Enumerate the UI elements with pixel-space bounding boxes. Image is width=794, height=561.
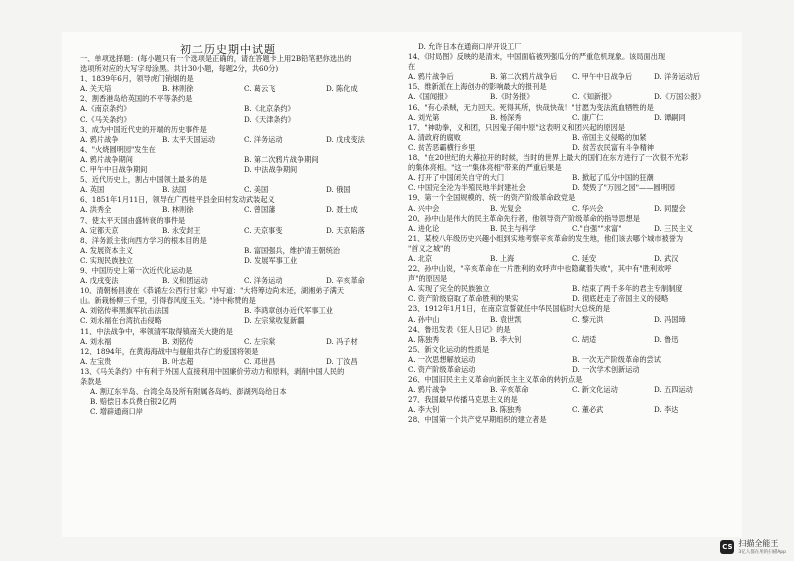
option-choice: A. 鸦片战争 (408, 385, 447, 395)
question-line: 27、我国最早传播马克思主义的是 (408, 395, 518, 405)
option-choice: C. 葛云飞 (244, 84, 276, 94)
option-choice: C. 延安 (572, 253, 597, 263)
option-choice: C. 洋务运动 (244, 134, 283, 144)
option-choice: B. 辛亥革命 (490, 385, 529, 395)
option-choice: A. 实现了完全的民族独立 (408, 284, 490, 294)
option-choice: A. 陈独秀 (408, 334, 440, 344)
option-choice: D. 贫苦农民富有斗争精神 (572, 142, 654, 152)
question-line: 5、近代历史上，割占中国领土最多的是 (80, 175, 207, 185)
watermark-sub: 3亿人都在用的扫描App (738, 550, 786, 555)
option-choice: D. 武汉 (654, 253, 679, 263)
option-choice: A. 鸦片战争 (80, 134, 119, 144)
option-choice: D. 中法战争期间 (244, 165, 298, 175)
option-choice: C. 天京事变 (244, 225, 283, 235)
option-choice: A. 一次思想解放运动 (408, 354, 476, 364)
option-choice: D. 俄国 (326, 185, 351, 195)
option-choice: A. 刘光第 (408, 112, 440, 122)
question-line: 10、清朝杨昌浚在《恭诵左公西行甘棠》中写道："大将筹边尚未还，湖湘弟子满天 (80, 286, 345, 296)
options-row (408, 183, 736, 193)
option-choice: B. 杨深秀 (490, 112, 522, 122)
option-choice: A. 李大钊 (408, 405, 440, 415)
question-line: "首义之城"的 (408, 243, 451, 253)
option-choice: B. 叶志超 (162, 356, 194, 366)
option-choice: A. 定都天京 (80, 225, 119, 235)
option-choice: C. 邓世昌 (244, 356, 276, 366)
option-choice: B. 一次无产阶级革命的尝试 (572, 354, 661, 364)
option-choice: D. 洋务运动后 (654, 72, 701, 82)
option-choice: A. 洪秀全 (80, 205, 112, 215)
question-line: 4、"火烧圆明园"发生在 (80, 144, 156, 154)
option-choice: D.《天津条约》 (244, 114, 295, 124)
option-choice: B. 林则徐 (162, 84, 194, 94)
option-choice: B. 结束了两千多年的君主专制制度 (572, 284, 683, 294)
options-row (408, 224, 736, 234)
option-choice: D. 一次学术创新运动 (572, 365, 640, 374)
options-row (408, 284, 736, 294)
option-choice: A. 打开了中国闭关自守的大门 (408, 173, 505, 183)
option-choice: D. 李达 (654, 405, 679, 415)
options-row (80, 337, 408, 347)
options-row (80, 135, 408, 145)
options-row (80, 276, 408, 286)
question-line: 的集体亮相。"这一"集体亮相"带来的严重后果是 (408, 163, 562, 173)
option-choice: B. 法国 (162, 185, 187, 195)
option-choice: C. 康广仁 (572, 112, 604, 122)
option-choice: C. 甲午中日战争期间 (80, 165, 148, 175)
question-line: 12、1894年，在黄海海战中与舰船共存亡的爱国将领是 (80, 346, 259, 356)
option-choice: C. 实现民族独立 (80, 255, 133, 265)
option-line: C. 增辟通商口岸 (90, 407, 143, 417)
option-choice: D. 冯国璋 (654, 314, 686, 324)
option-choice: B. 袁世凯 (490, 314, 522, 324)
option-choice: D.《万国公报》 (654, 92, 705, 102)
option-choice: B. 富国强兵，维护清王朝统治 (244, 245, 341, 255)
question-line: 19、第一个全国规模的、统一的资产阶级革命政党是 (408, 193, 576, 203)
option-choice: C.《马关条约》 (80, 114, 131, 124)
question-line: 2、割香港岛给英国的不平等条约是 (80, 94, 193, 104)
option-choice: C. 新文化运动 (572, 385, 618, 395)
option-choice: C. 黎元洪 (572, 314, 604, 324)
option-choice: C. 甲午中日战争后 (572, 72, 633, 82)
question-line: 1、1839年6月，领导虎门销烟的是 (80, 74, 194, 84)
option-choice: B. 第二次鸦片战争后 (490, 72, 558, 82)
option-choice: C. 洋务运动 (244, 276, 283, 286)
option-choice: B. 陈独秀 (490, 405, 522, 415)
option-choice: A. 进化论 (408, 223, 440, 233)
option-choice: C. 刘永福在台湾抗击侵略 (80, 316, 162, 326)
options-row (408, 173, 736, 183)
question-line: 22、孙中山说，"辛亥革命在一片胜利的欢呼声中也隐藏着失败"，其中有"胜利欢呼 (408, 264, 672, 274)
options-row (80, 205, 408, 215)
options-row (408, 315, 736, 325)
options-row (80, 115, 408, 125)
option-choice: B. 帝国主义侵略的加紧 (572, 132, 647, 142)
option-choice: B. 李大钊 (490, 334, 522, 344)
question-line: 18、"在20世纪的大幕拉开的时候，当时的世界上最大的国们在东方进行了一次很不光彩 (408, 153, 689, 163)
option-choice: C. 中国完全沦为半殖民地半封建社会 (408, 183, 526, 193)
options-row (80, 185, 408, 195)
options-row (80, 256, 408, 266)
option-choice: B. 刘铭传 (162, 336, 194, 346)
option-choice: A. 清政府的腐败 (408, 132, 461, 142)
question-line: 13、《马关条约》中有利于外国人直接利用中国廉价劳动力和原料，剥削中国人民的 (80, 366, 345, 376)
option-line: A. 割辽东半岛、台湾全岛及所有附属各岛屿、澎湖列岛给日本 (90, 387, 287, 397)
options-row (408, 385, 736, 395)
options-row (408, 113, 736, 123)
question-line: 28、中国第一个共产党早期组织的建立者是 (408, 415, 547, 425)
option-choice: D. 左宗棠收复新疆 (244, 316, 305, 326)
option-choice: C. 贫苦恶霸横行乡里 (408, 142, 476, 152)
option-choice: D. 辛亥革命 (326, 276, 365, 286)
option-choice: D. 戊戌变法 (326, 134, 365, 144)
option-line: D. 允许日本在通商口岸开设工厂 (418, 42, 522, 51)
question-line: 6、1851年1月11日，领导在广西桂平县金田村发动武装起义 (80, 195, 275, 205)
option-choice: A. 刘永福 (80, 336, 112, 346)
option-choice: C.《知新报》 (572, 92, 616, 102)
option-choice: B. 第二次鸦片战争期间 (244, 154, 319, 164)
question-line: 9、中国历史上第一次近代化运动是 (80, 265, 193, 275)
option-choice: A. 鸦片战争后 (408, 72, 454, 82)
exam-paper (62, 32, 742, 537)
option-choice: A. 英国 (80, 185, 105, 195)
option-choice: C. 曾国藩 (244, 205, 276, 215)
option-choice: C."自强""求富" (572, 223, 622, 233)
question-line: 条款是 (80, 377, 102, 386)
question-line: 15、维新派在上海创办的影响最大的报刊是 (408, 82, 547, 92)
option-choice: D. 三民主义 (654, 223, 693, 233)
options-row (408, 294, 736, 304)
options-row (80, 357, 408, 367)
option-choice: D. 焚毁了"万园之园"——圆明园 (572, 183, 675, 193)
option-choice: D. 谭嗣同 (654, 112, 686, 122)
question-line: 11、中法战争中，率领清军取得镇南关大捷的是 (80, 326, 233, 336)
options-row (408, 405, 736, 415)
right-column (408, 42, 736, 426)
option-choice: B. 上海 (490, 253, 515, 263)
option-choice: B. 义和团运动 (162, 276, 208, 286)
option-choice: B. 光复会 (490, 203, 522, 213)
option-choice: A.《国闻报》 (408, 92, 452, 102)
options-row (408, 72, 736, 82)
options-row (408, 355, 736, 365)
left-column (80, 54, 408, 417)
option-choice: A. 兴中会 (408, 203, 440, 213)
option-choice: A. 鸦片战争期间 (80, 154, 133, 164)
question-line: 7、使太平天国由盛转衰的事件是 (80, 215, 186, 225)
option-choice: C. 美国 (244, 185, 269, 195)
option-choice: B. 太平天国运动 (162, 134, 215, 144)
options-row (408, 92, 736, 102)
option-choice: D. 鲁迅 (654, 334, 679, 344)
option-choice: C. 资产阶级革命运动 (408, 365, 476, 374)
option-choice: B. 永安封王 (162, 225, 201, 235)
option-choice: A. 刘铭传率黑旗军抗击法国 (80, 306, 169, 316)
options-row (80, 306, 408, 316)
option-choice: C. 华兴会 (572, 203, 604, 213)
question-line: 20、孙中山是伟大的民主革命先行者，他领导资产阶级革命的指导思想是 (408, 213, 640, 223)
option-choice: A. 北京 (408, 253, 433, 263)
option-choice: D. 冯子材 (326, 336, 358, 346)
watermark-text (738, 538, 786, 555)
option-choice: D. 天京陷落 (326, 225, 365, 235)
option-choice: B. 民主与科学 (490, 223, 536, 233)
options-row (408, 143, 736, 153)
options-row (408, 254, 736, 264)
question-line: 8、洋务派主张向西方学习的根本目的是 (80, 235, 207, 245)
option-choice: D. 发展军事工业 (244, 255, 298, 265)
option-choice: A. 孙中山 (408, 314, 440, 324)
question-line: 山。新栽杨柳三千里，引得春风度玉关。"诗中称赞的是 (80, 296, 256, 306)
option-choice: A. 戊戌变法 (80, 276, 119, 286)
options-row (408, 133, 736, 143)
option-choice: B.《时务报》 (490, 92, 534, 102)
option-choice: D. 彻底赶走了帝国主义的侵略 (572, 294, 669, 304)
option-choice: C. 胡适 (572, 334, 597, 344)
option-choice: C. 董必武 (572, 405, 604, 415)
camscanner-logo-icon: CS (720, 540, 734, 554)
question-line: 声"的原因是 (408, 274, 448, 284)
option-choice: A. 关天培 (80, 84, 112, 94)
option-line: B. 赔偿日本兵费白银2亿两 (90, 397, 177, 407)
option-choice: A. 发展资本主义 (80, 245, 133, 255)
option-choice: D. 陈化成 (326, 84, 358, 94)
option-choice: B. 李鸿章创办近代军事工业 (244, 306, 333, 316)
question-line: 选项所对应的大写字母涂黑。共计30小题，每题2分，共60分) (80, 64, 279, 74)
options-row (80, 155, 408, 165)
options-row (80, 226, 408, 236)
options-row (80, 165, 408, 175)
question-line: 一、单项选择题：(每小题只有一个选项是正确的，请在答题卡上用2B铅笔把你选出的 (80, 54, 352, 63)
question-line: 在 (408, 62, 416, 72)
option-choice: A. 左宝贵 (80, 356, 112, 366)
option-choice: D. 丁汝昌 (326, 356, 358, 366)
option-choice: D. 聂士成 (326, 205, 358, 215)
option-choice: B.《北京条约》 (244, 104, 295, 114)
question-line: 25、新文化运动的性质是 (408, 344, 490, 354)
question-line: 24、鲁迅发表《狂人日记》的是 (408, 324, 511, 334)
option-choice: B. 林则徐 (162, 205, 194, 215)
question-line: 17、"神助拳，义和团，只因鬼子闹中原"这表明义和团兴起的原因是 (408, 122, 626, 132)
option-choice: C. 左宗棠 (244, 336, 276, 346)
option-choice: D. 同盟会 (654, 203, 686, 213)
option-choice: A.《南京条约》 (80, 104, 131, 114)
options-row (80, 246, 408, 256)
options-row (80, 104, 408, 114)
question-line: 26、中国旧民主主义革命向新民主主义革命的转折点是 (408, 375, 583, 385)
scanner-watermark (720, 538, 786, 555)
option-choice: C. 资产阶级窃取了革命胜利的果实 (408, 294, 519, 304)
question-line: 14、《时局图》反映的是清末，中国面临被列强瓜分的严重危机现象。该局面出现 (408, 52, 666, 62)
question-line: 23、1912年1月1日，在南京宣誓就任中华民国临时大总统的是 (408, 304, 610, 314)
options-row (408, 335, 736, 345)
question-line: 16、"有心杀贼，无力回天。死得其所，快哉快哉！"甘愿为变法流血牺牲的是 (408, 102, 654, 112)
question-line: 21、某校八年级历史兴趣小组到实地考察辛亥革命的发生地，他们该去哪个城市被誉为 (408, 233, 684, 243)
watermark-name: 扫描全能王 (738, 539, 779, 548)
question-line: 3、成为中国近代史的开端的历史事件是 (80, 124, 207, 134)
option-choice: B. 掀起了瓜分中国的狂潮 (572, 173, 654, 183)
exam-title: 初二历史期中试题 (180, 43, 276, 56)
options-row (80, 316, 408, 326)
options-row (408, 365, 736, 375)
option-choice: D. 五四运动 (654, 385, 693, 395)
options-row (408, 204, 736, 214)
options-row (80, 84, 408, 94)
